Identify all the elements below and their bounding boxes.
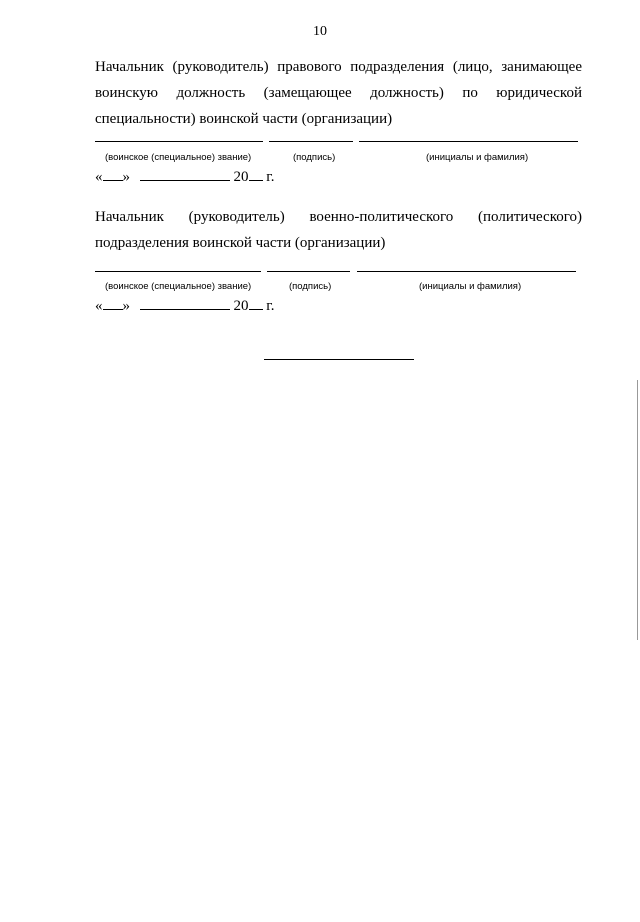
block1-name-caption: (инициалы и фамилия) <box>426 152 529 163</box>
block2-name-line <box>357 271 576 272</box>
block2-year-prefix: 20 <box>233 298 249 314</box>
block2-day-blank <box>103 297 123 310</box>
block1-date-open-quote: « <box>95 169 103 185</box>
block1-line-3: специальности) воинской части (организации) <box>95 111 393 127</box>
block2-rank-line <box>95 271 261 272</box>
block1-name-line <box>359 141 578 142</box>
block2-date-open-quote: « <box>95 298 103 314</box>
block2-year-blank <box>249 297 263 310</box>
block2-month-blank <box>140 297 230 310</box>
block1-line-1: Начальник (руководитель) правового подразделения (лицо, занимающее <box>95 59 582 75</box>
block2-heading <box>95 204 582 256</box>
block1-date-line <box>95 168 274 186</box>
block2-name-caption: (инициалы и фамилия) <box>419 281 522 292</box>
block1-date-close-quote: » <box>122 169 130 185</box>
block2-signature-caption: (подпись) <box>289 281 332 292</box>
block2-line-1: Начальник (руководитель) военно-политического (политического) <box>95 209 582 225</box>
block2-date-close-quote: » <box>122 298 130 314</box>
block2-year-suffix: г. <box>266 298 275 314</box>
block2-date-line <box>95 297 274 315</box>
block1-line-2: воинскую должность (замещающее должность) по юридической <box>95 85 582 101</box>
page-number: 10 <box>313 24 327 39</box>
block1-heading <box>95 54 582 132</box>
block1-signature-caption: (подпись) <box>293 152 336 163</box>
block1-year-prefix: 20 <box>233 169 249 185</box>
block1-year-suffix: г. <box>266 169 275 185</box>
block2-rank-caption: (воинское (специальное) звание) <box>105 281 252 292</box>
closing-separator-line <box>264 359 414 360</box>
block1-rank-caption: (воинское (специальное) звание) <box>105 152 252 163</box>
block1-year-blank <box>249 168 263 181</box>
scan-edge-mark <box>637 380 638 640</box>
block1-rank-line <box>95 141 263 142</box>
block1-month-blank <box>140 168 230 181</box>
block2-line-2: подразделения воинской части (организации) <box>95 235 386 251</box>
block2-signature-line <box>267 271 350 272</box>
block1-signature-line <box>269 141 353 142</box>
block1-day-blank <box>103 168 123 181</box>
